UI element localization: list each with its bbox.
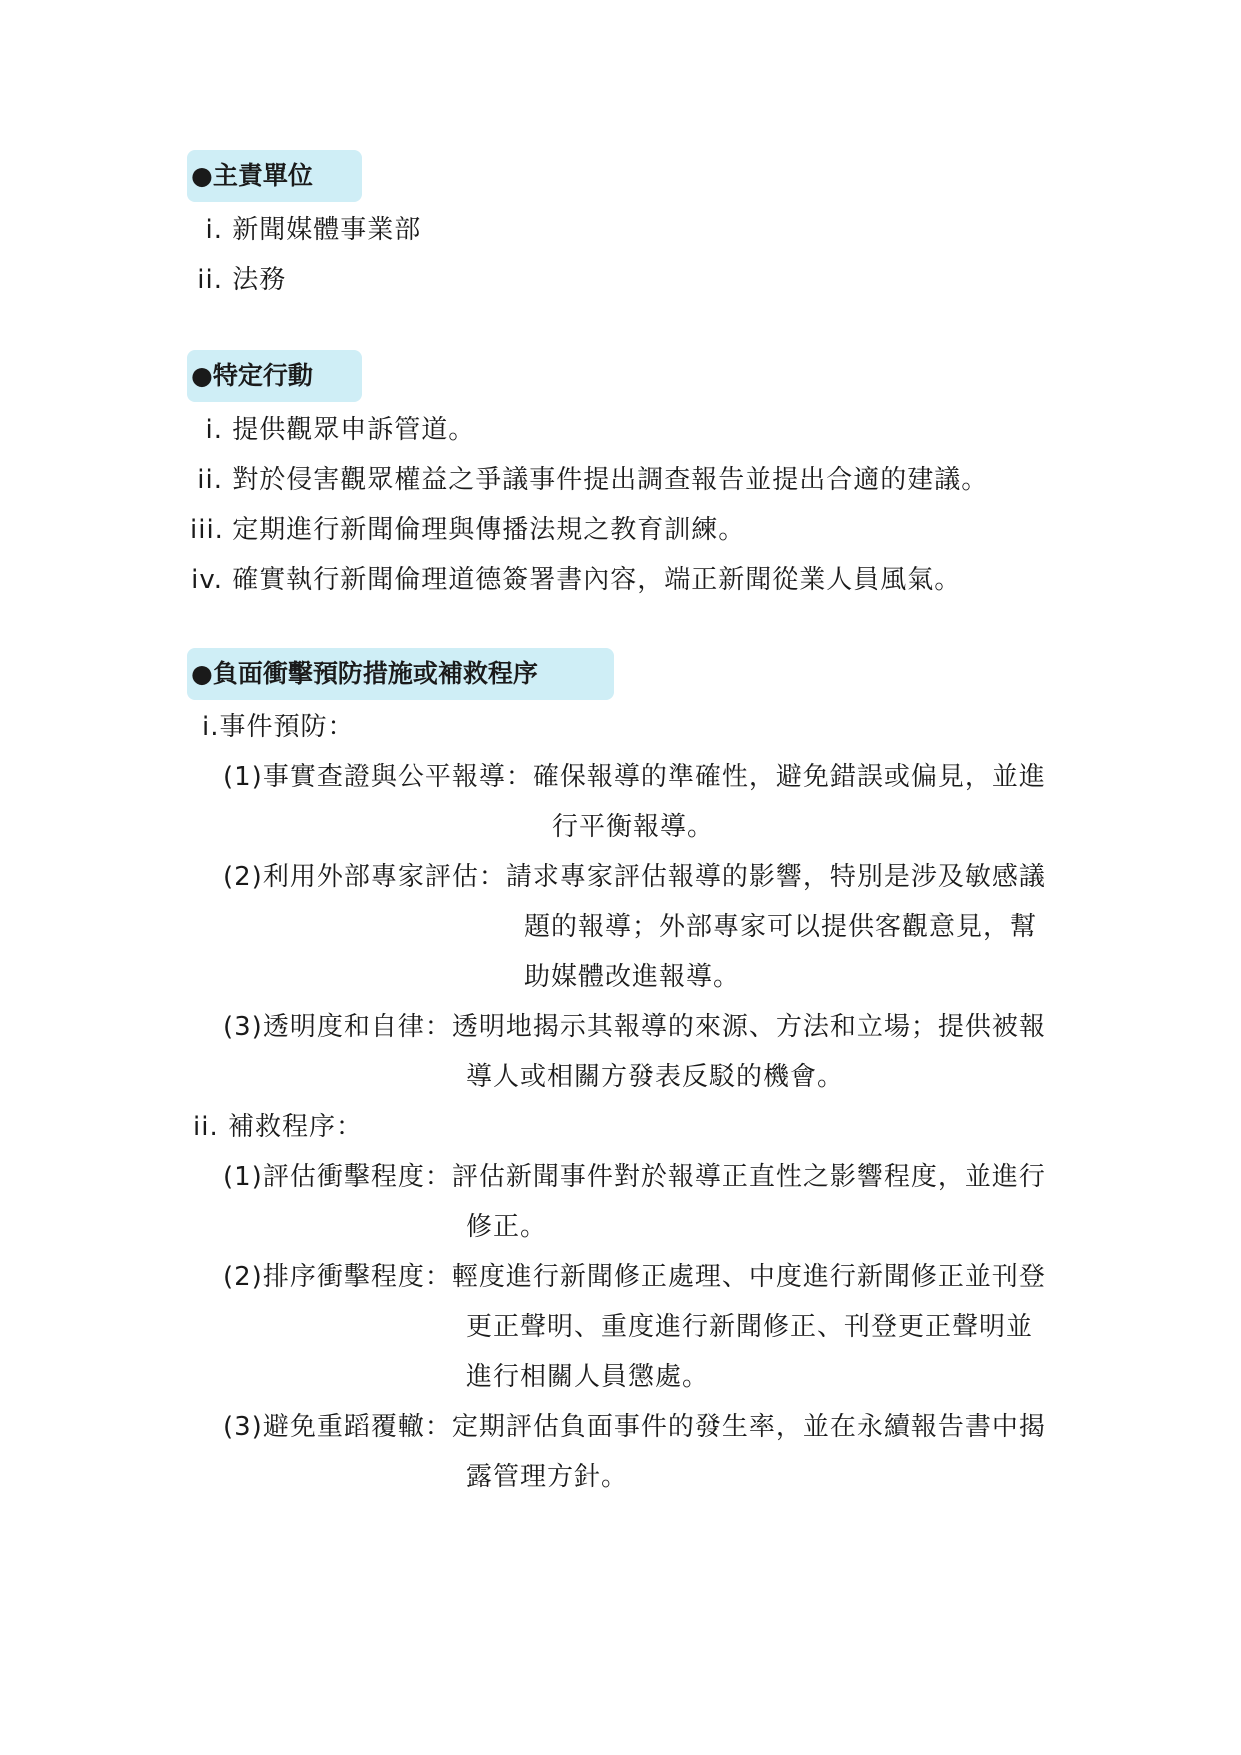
section-heading-specific-actions: ●特定行動 bbox=[187, 350, 362, 402]
list-item bbox=[190, 205, 421, 255]
list-text: 定期進行新聞倫理與傳播法規之教育訓練。 bbox=[232, 515, 746, 545]
list-item bbox=[190, 555, 961, 605]
list-text: 透明地揭示其報導的來源、方法和立場；提供被報 bbox=[451, 1012, 1046, 1042]
list-text: 定期評估負面事件的發生率，並在永續報告書中揭 bbox=[451, 1412, 1046, 1442]
list-term: 事實查證與公平報導： bbox=[262, 762, 533, 792]
list-continuation: 題的報導；外部專家可以提供客觀意見，幫 bbox=[524, 912, 1038, 942]
list-item bbox=[223, 752, 1046, 802]
list-item bbox=[223, 1252, 1046, 1302]
list-number: (2) bbox=[223, 862, 263, 892]
list-continuation: 進行相關人員懲處。 bbox=[466, 1362, 710, 1392]
section-heading-negative-impact: ●負面衝擊預防措施或補救程序 bbox=[187, 648, 614, 700]
section-heading-responsible-unit: ●主責單位 bbox=[187, 150, 362, 202]
list-item bbox=[223, 852, 1046, 902]
list-continuation: 行平衡報導。 bbox=[552, 812, 715, 842]
list-number: i. bbox=[205, 415, 223, 445]
list-text: 確實執行新聞倫理道德簽署書內容，端正新聞從業人員風氣。 bbox=[232, 565, 962, 595]
list-term: 透明度和自律： bbox=[262, 1012, 452, 1042]
list-text: 請求專家評估報導的影響，特別是涉及敏感議 bbox=[505, 862, 1046, 892]
list-text: 對於侵害觀眾權益之爭議事件提出調查報告並提出合適的建議。 bbox=[232, 465, 989, 495]
list-term: 排序衝擊程度： bbox=[262, 1262, 452, 1292]
list-continuation: 助媒體改進報導。 bbox=[524, 962, 741, 992]
list-number: (3) bbox=[223, 1412, 263, 1442]
list-term: 避免重蹈覆轍： bbox=[262, 1412, 452, 1442]
subsection-label-prevention: i.事件預防： bbox=[202, 712, 355, 742]
list-text: 輕度進行新聞修正處理、中度進行新聞修正並刊登 bbox=[451, 1262, 1046, 1292]
list-number: ii. bbox=[197, 265, 223, 295]
list-item bbox=[223, 1152, 1046, 1202]
list-text: 評估新聞事件對於報導正直性之影響程度，並進行 bbox=[451, 1162, 1046, 1192]
list-continuation: 修正。 bbox=[466, 1212, 548, 1242]
list-number: (3) bbox=[223, 1012, 263, 1042]
list-text: 新聞媒體事業部 bbox=[232, 215, 422, 245]
list-number: ii. bbox=[197, 465, 223, 495]
list-item bbox=[190, 255, 286, 305]
list-item bbox=[190, 505, 745, 555]
list-number: i. bbox=[205, 215, 223, 245]
list-item bbox=[223, 1002, 1046, 1052]
list-number: (1) bbox=[223, 1162, 263, 1192]
list-text: 提供觀眾申訴管道。 bbox=[232, 415, 476, 445]
list-item bbox=[190, 405, 475, 455]
list-continuation: 更正聲明、重度進行新聞修正、刊登更正聲明並 bbox=[466, 1312, 1034, 1342]
list-item bbox=[190, 455, 988, 505]
list-text: 法務 bbox=[232, 265, 287, 295]
list-number: (1) bbox=[223, 762, 263, 792]
list-continuation: 導人或相關方發表反駁的機會。 bbox=[466, 1062, 845, 1092]
subsection-label-remedy: ii. 補救程序： bbox=[193, 1112, 363, 1142]
list-term: 評估衝擊程度： bbox=[262, 1162, 452, 1192]
list-number: (2) bbox=[223, 1262, 263, 1292]
list-number: iii. bbox=[190, 515, 224, 545]
list-number: iv. bbox=[191, 565, 223, 595]
list-continuation: 露管理方針。 bbox=[466, 1462, 629, 1492]
list-text: 確保報導的準確性，避免錯誤或偏見，並進 bbox=[532, 762, 1046, 792]
list-item bbox=[223, 1402, 1046, 1452]
list-term: 利用外部專家評估： bbox=[262, 862, 506, 892]
